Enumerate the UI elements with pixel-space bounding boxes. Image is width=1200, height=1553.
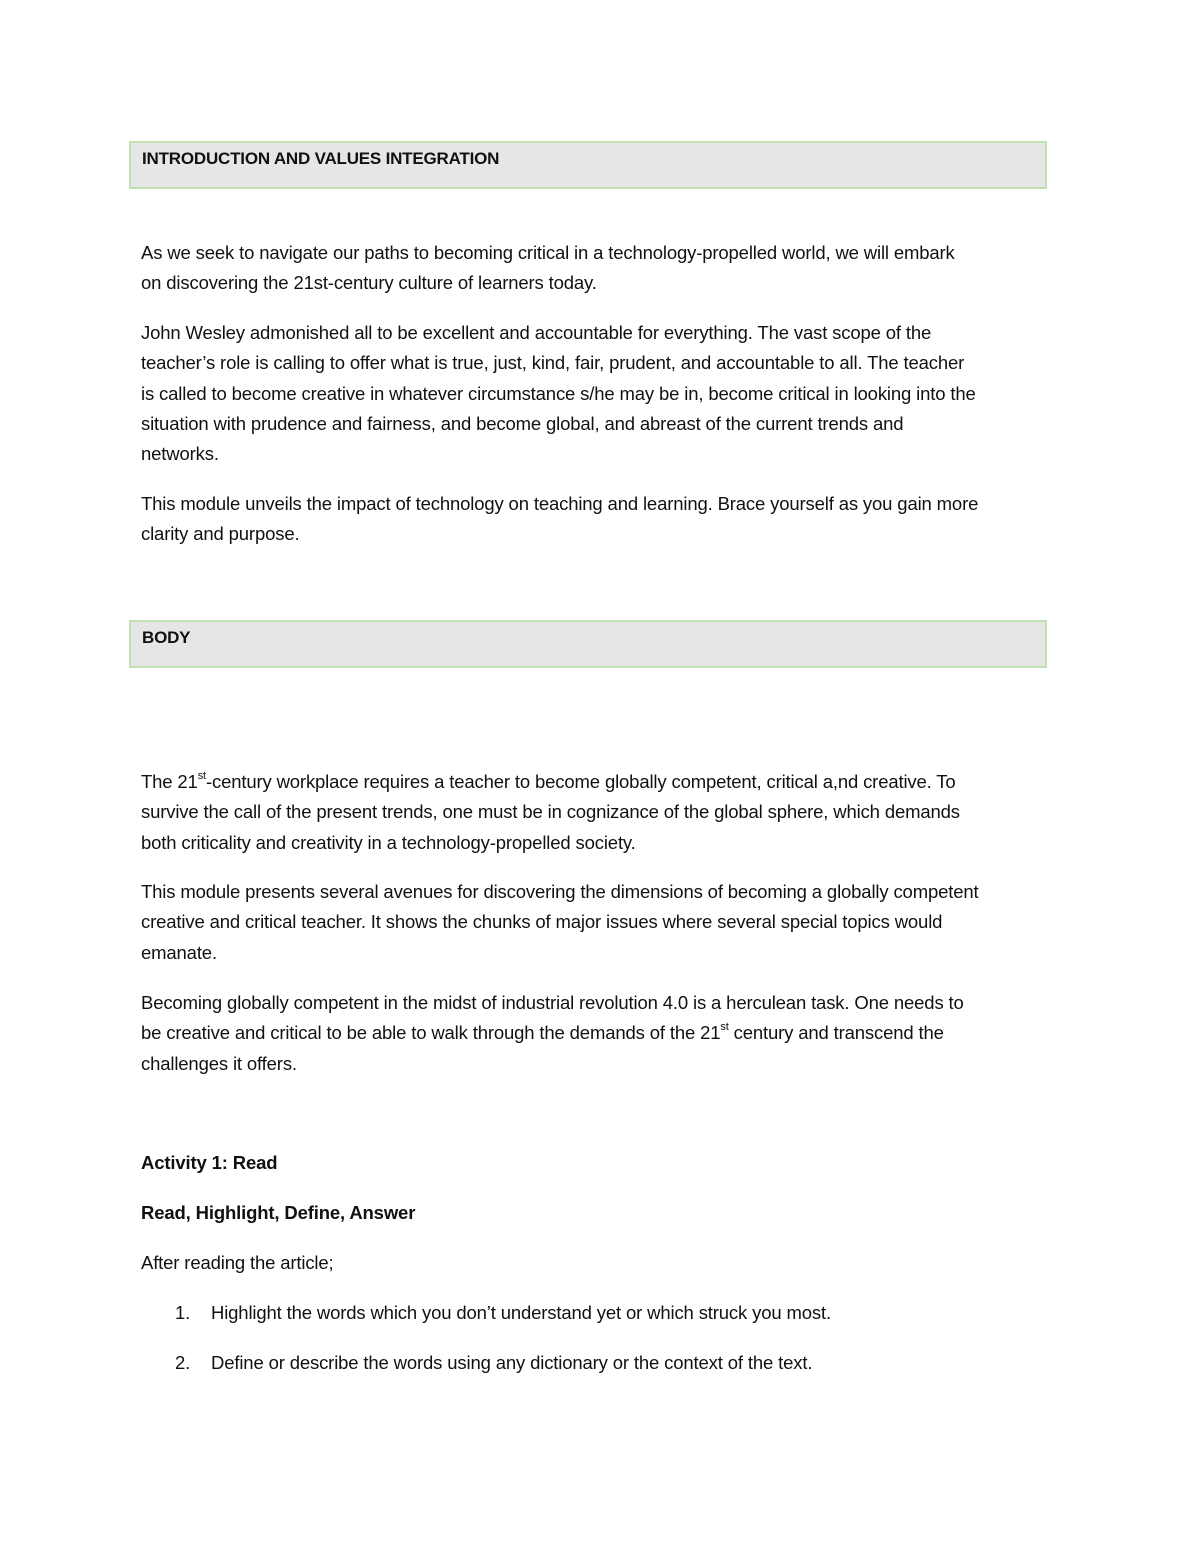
text-line: This module unveils the impact of technology on teaching and learning. Brace yourself as you gain more — [141, 493, 979, 514]
body-paragraph-1 — [141, 767, 1056, 858]
text-line: As we seek to navigate our paths to becoming critical in a technology-propelled world, we will embark — [141, 242, 955, 263]
list-text: Define or describe the words using any dictionary or the context of the text. — [211, 1352, 813, 1373]
text-line: Activity 1: Read — [141, 1152, 278, 1173]
body-paragraph-2 — [141, 877, 1056, 968]
text-line: This module presents several avenues for discovering the dimensions of becoming a globally competent — [141, 881, 979, 902]
text-line — [141, 767, 1056, 797]
body-section-header — [129, 620, 1047, 668]
text-line: challenges it offers. — [141, 1052, 297, 1074]
activity-title — [141, 1148, 1056, 1178]
text-line: Read, Highlight, Define, Answer — [141, 1202, 416, 1223]
text-run: be creative and critical to be able to walk through the demands of the 21 — [141, 1022, 721, 1044]
text-line: creative and critical teacher. It shows the chunks of major issues where several special topics would — [141, 911, 943, 933]
text-line: is called to become creative in whatever circumstance s/he may be in, become critical in looking into the — [141, 382, 976, 404]
text-line: teacher’s role is calling to offer what is true, just, kind, fair, prudent, and accountable to all. The teacher — [141, 352, 965, 374]
text-line: networks. — [141, 443, 219, 465]
text-run: The 21 — [141, 771, 198, 792]
text-run: century and transcend the — [728, 1022, 944, 1044]
superscript: st — [197, 769, 206, 782]
text-line: clarity and purpose. — [141, 523, 300, 545]
body-paragraph-3 — [141, 988, 1056, 1079]
text-line: After reading the article; — [141, 1252, 334, 1273]
activity-subtitle — [141, 1198, 1056, 1228]
intro-paragraph-2 — [141, 318, 1056, 469]
text-line — [141, 1018, 1056, 1048]
text-line: Becoming globally competent in the midst of industrial revolution 4.0 is a herculean task. One needs to — [141, 992, 964, 1013]
text-line: survive the call of the present trends, one must be in cognizance of the global sphere, which demands — [141, 801, 960, 823]
list-text: Highlight the words which you don’t understand yet or which struck you most. — [211, 1302, 831, 1323]
list-item — [175, 1348, 812, 1378]
text-line: both criticality and creativity in a technology-propelled society. — [141, 831, 636, 853]
text-line: on discovering the 21st-century culture of learners today. — [141, 272, 597, 294]
text-line: situation with prudence and fairness, and become global, and abreast of the current trends and — [141, 412, 904, 434]
list-number: 2. — [175, 1352, 191, 1373]
list-number: 1. — [175, 1302, 191, 1323]
intro-paragraph-1 — [141, 238, 1056, 299]
superscript: st — [720, 1021, 729, 1034]
activity-intro — [141, 1248, 1056, 1278]
intro-paragraph-3 — [141, 489, 1056, 550]
intro-section-title: INTRODUCTION AND VALUES INTEGRATION — [142, 149, 500, 168]
list-item — [175, 1298, 831, 1328]
text-run: -century workplace requires a teacher to become globally competent, critical a,nd creative. To — [205, 771, 956, 792]
intro-section-header — [129, 141, 1047, 189]
text-line: John Wesley admonished all to be excellent and accountable for everything. The vast scope of the — [141, 322, 932, 343]
body-section-title: BODY — [142, 628, 191, 647]
text-line: emanate. — [141, 941, 217, 963]
